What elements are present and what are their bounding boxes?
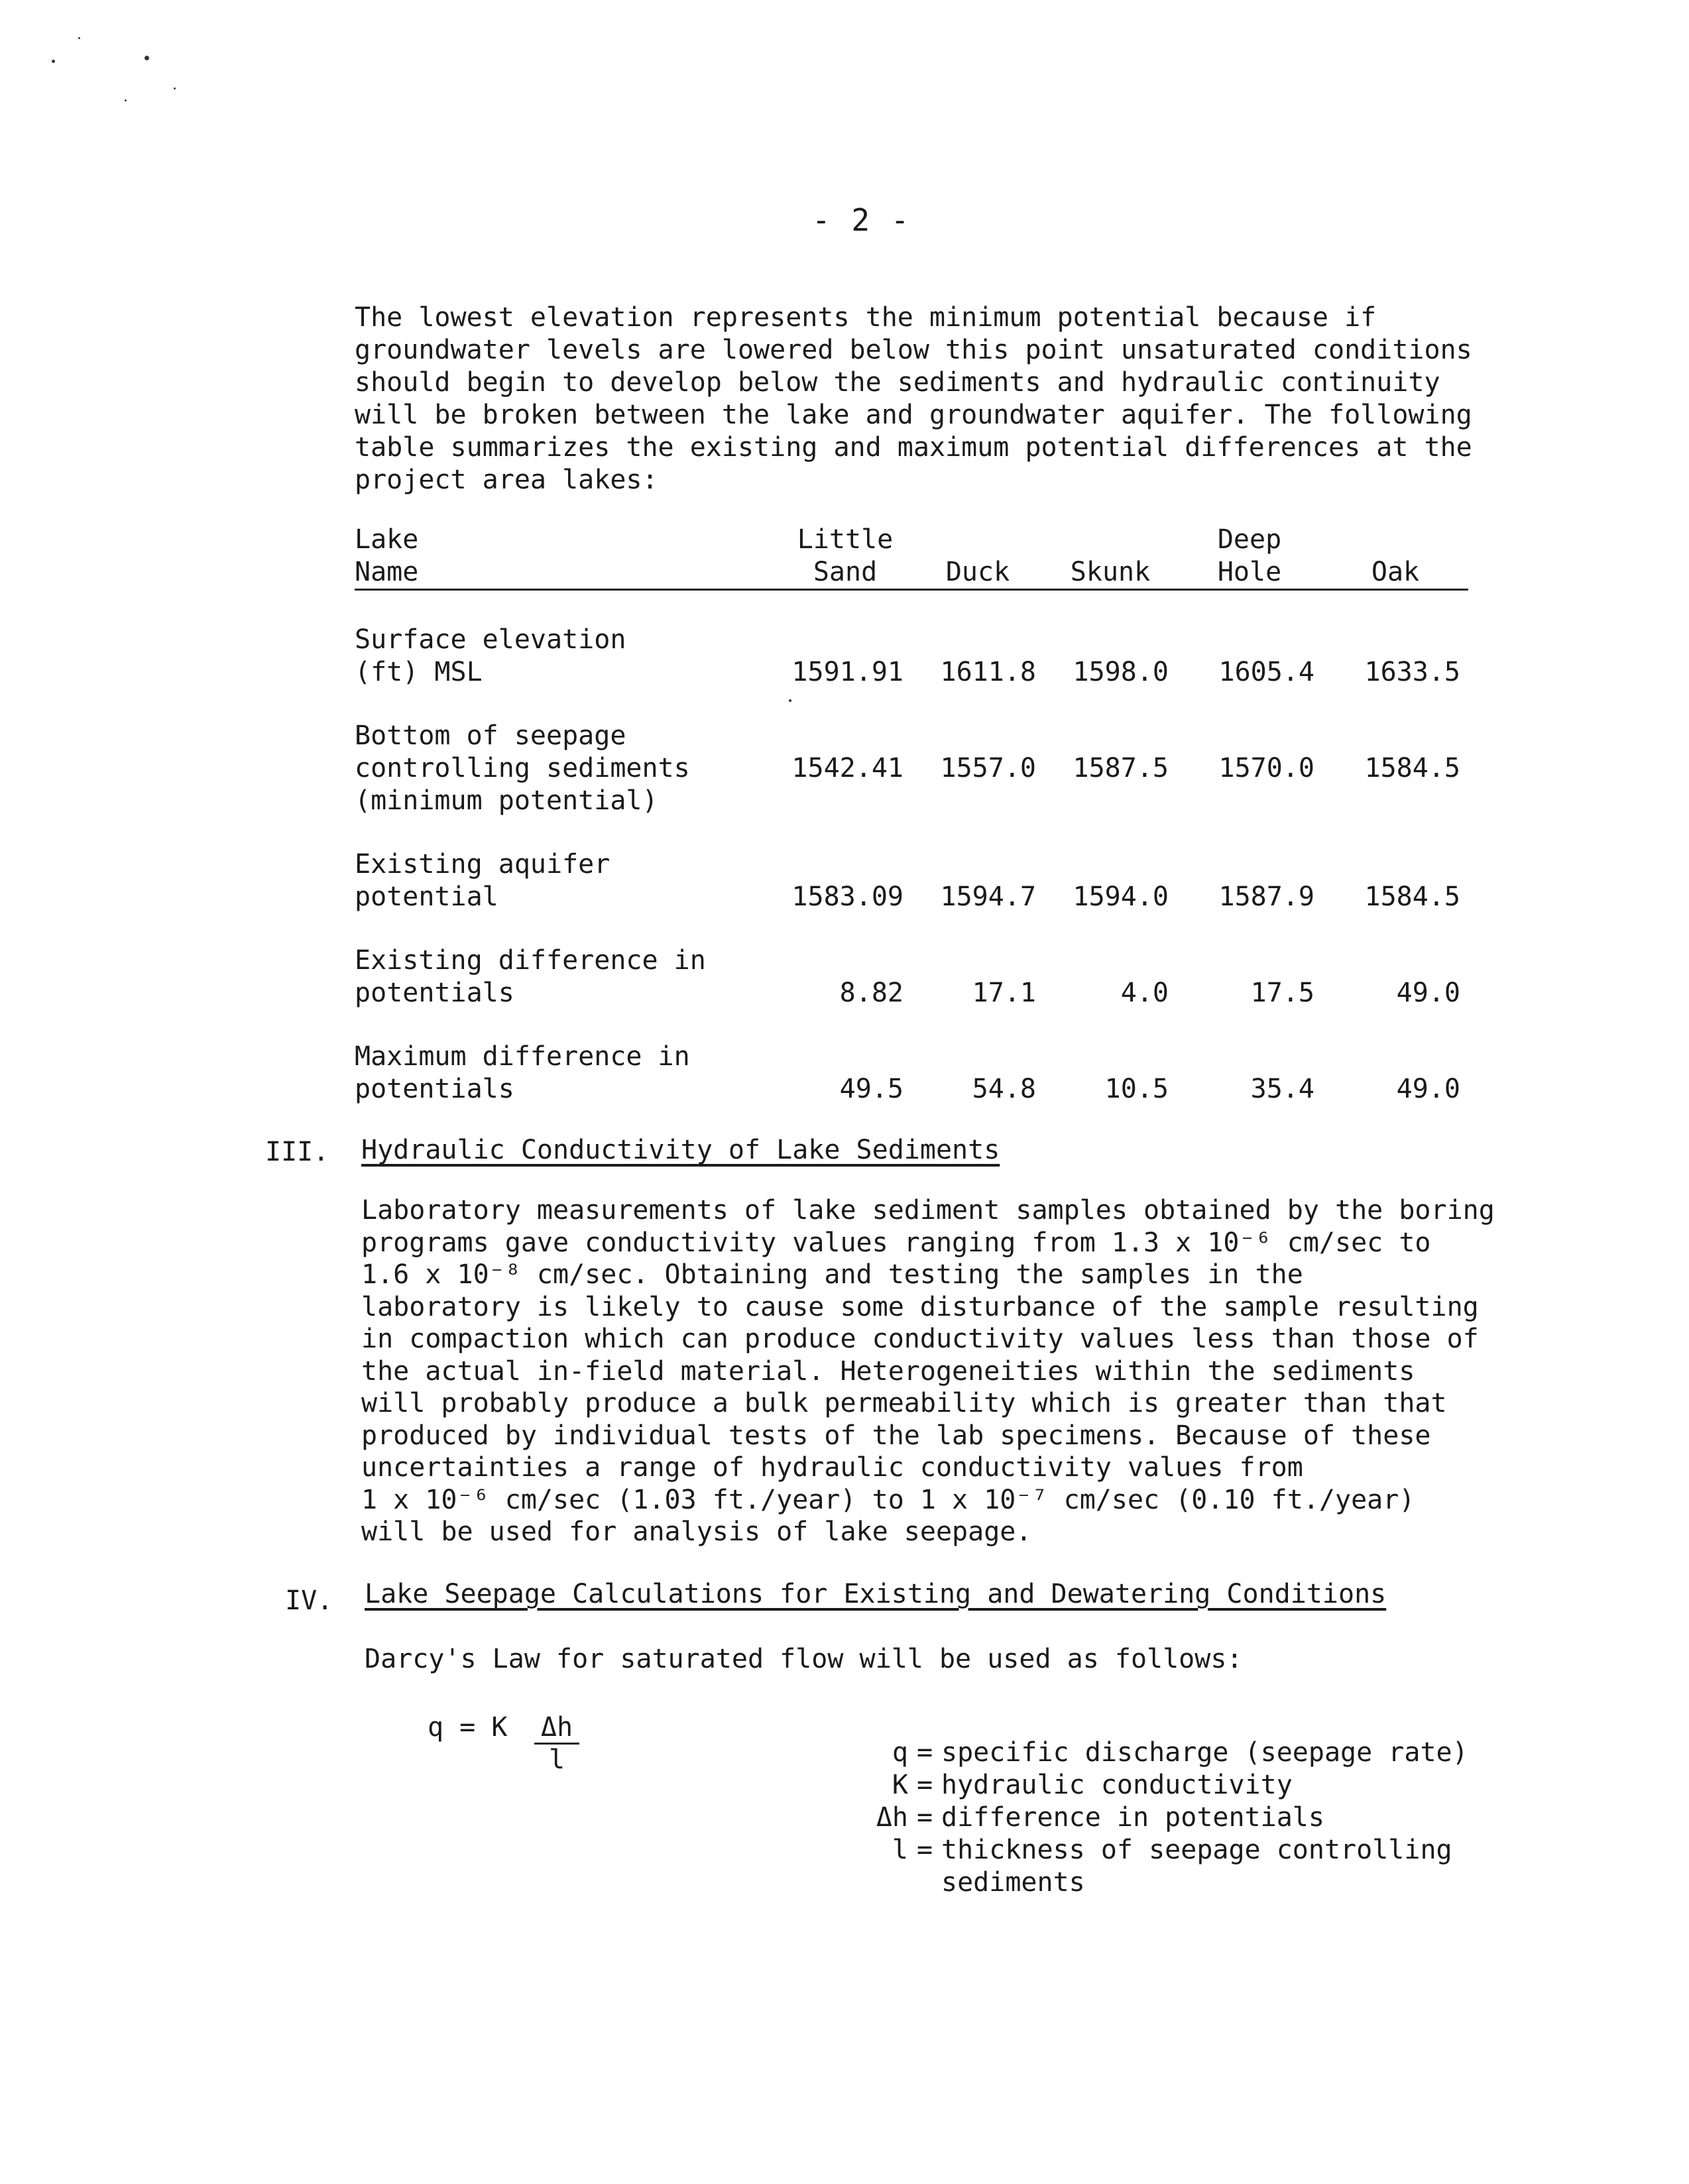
table-cell: 1584.5 — [1364, 753, 1460, 783]
potentials-table — [355, 524, 1468, 1106]
equals-sign: = — [916, 1835, 933, 1865]
definition-text: thickness of seepage controlling sediments — [941, 1835, 1452, 1898]
table-cell: 35.4 — [1250, 1074, 1314, 1104]
row-label: Bottom of seepage controlling sediments (minimum potential) — [355, 720, 690, 816]
table-row — [355, 817, 1468, 913]
definition-symbol: Δh — [876, 1802, 908, 1833]
table-cell: 1611.8 — [940, 657, 1036, 687]
darcy-equation-lhs: q = K — [428, 1712, 508, 1743]
section-4-title: Lake Seepage Calculations for Existing and Dewatering Conditions — [365, 1579, 1387, 1609]
table-cell: 1591.91 — [791, 657, 903, 687]
table-cell: 1557.0 — [940, 753, 1036, 783]
scan-speck — [78, 37, 80, 39]
column-header-duck: Duck — [911, 524, 1044, 590]
definition-item — [855, 1737, 1472, 1769]
table-cell: 1570.0 — [1218, 753, 1314, 783]
table-cell: 49.0 — [1396, 978, 1460, 1008]
table-cell: 1587.5 — [1073, 753, 1169, 783]
definition-item — [855, 1769, 1472, 1802]
scan-speck — [125, 99, 127, 101]
equals-sign: = — [916, 1802, 933, 1833]
definition-item — [855, 1802, 1472, 1834]
table-row — [355, 1009, 1468, 1106]
column-header-skunk: Skunk — [1044, 524, 1177, 590]
table-cell: 49.5 — [839, 1074, 903, 1104]
table-cell: 1583.09 — [791, 882, 903, 912]
definition-symbol: K — [892, 1770, 908, 1800]
table-cell: 49.0 — [1396, 1074, 1460, 1104]
row-label: Existing aquifer potential — [355, 849, 611, 912]
definition-text: specific discharge (seepage rate) — [941, 1737, 1468, 1768]
variable-definitions — [855, 1737, 1472, 1899]
row-label: Existing difference in potentials — [355, 945, 706, 1008]
table-cell: 17.5 — [1250, 978, 1314, 1008]
row-label: Surface elevation (ft) MSL — [355, 624, 626, 687]
darcy-equation-fraction — [504, 1712, 610, 1775]
table-cell: 10.5 — [1104, 1074, 1169, 1104]
table-cell: 4.0 — [1120, 978, 1169, 1008]
scan-speck — [52, 60, 55, 63]
equals-sign: = — [916, 1737, 933, 1768]
section-3-paragraph: Laboratory measurements of lake sediment samples obtained by the boring programs gave conductivity values ranging from 1.3 x 10⁻⁶ cm/sec to 1.6 x 10⁻⁸ cm/sec. Obtaining and testing the samples in the laboratory is likely to cause some disturbance of the sample resulting in compaction which can produce conductivity values less than those of the actual in-field material. Heterogeneities within the sediments will probably produce a bulk permeability which is greater than that produced by individual tests of the lab specimens. Because of these uncertainties a range of hydraulic conductivity values from 1 x 10⁻⁶ cm/sec (1.03 ft./year) to 1 x 10⁻⁷ cm/sec (0.10 ft./year) will be used for analysis of lake seepage. — [361, 1195, 1495, 1547]
page-number: - 2 - — [812, 202, 911, 238]
darcy-law-intro: Darcy's Law for saturated flow will be used as follows: — [365, 1644, 1243, 1674]
column-header-deep-hole: Deep Hole — [1177, 524, 1322, 590]
table-cell: 1605.4 — [1218, 657, 1314, 687]
table-cell: 8.82 — [839, 978, 903, 1008]
table-cell: 1594.0 — [1073, 882, 1169, 912]
section-3-number: III. — [265, 1137, 329, 1167]
definition-symbol: l — [892, 1835, 908, 1865]
definition-symbol: q — [892, 1737, 908, 1768]
fraction-denominator: l — [548, 1745, 565, 1775]
column-header-little-sand: Little Sand — [779, 524, 911, 590]
column-header-lake-name: Lake Name — [355, 524, 779, 590]
intro-paragraph: The lowest elevation represents the minimum potential because if groundwater levels are lowered below this point unsaturated conditions should begin to develop below the sediments and hydraulic continuity will be broken between the lake and groundwater aquifer. The following table summarizes the existing and maximum potential differences at the project area lakes: — [355, 302, 1472, 495]
table-row — [355, 913, 1468, 1009]
column-header-oak: Oak — [1322, 524, 1468, 590]
scan-speck — [174, 87, 176, 89]
fraction-numerator: Δh — [534, 1712, 579, 1745]
definition-text: difference in potentials — [941, 1802, 1324, 1833]
section-3-title: Hydraulic Conductivity of Lake Sediments — [361, 1135, 1000, 1165]
section-4-number: IV. — [285, 1585, 333, 1616]
definition-item — [855, 1834, 1472, 1899]
table-row — [355, 689, 1468, 817]
equals-sign: = — [916, 1770, 933, 1800]
definition-text: hydraulic conductivity — [941, 1770, 1293, 1800]
scan-speck — [145, 56, 149, 60]
table-cell: 1587.9 — [1218, 882, 1314, 912]
table-header-row — [355, 524, 1468, 590]
row-label: Maximum difference in potentials — [355, 1041, 690, 1104]
table-cell: 1542.41 — [791, 753, 903, 783]
table-cell: 1584.5 — [1364, 882, 1460, 912]
table-cell: 1594.7 — [940, 882, 1036, 912]
table-cell: 54.8 — [972, 1074, 1036, 1104]
table-cell: 1598.0 — [1073, 657, 1169, 687]
table-cell: 17.1 — [972, 978, 1036, 1008]
table-cell: 1633.5 — [1364, 657, 1460, 687]
table-row — [355, 590, 1468, 689]
